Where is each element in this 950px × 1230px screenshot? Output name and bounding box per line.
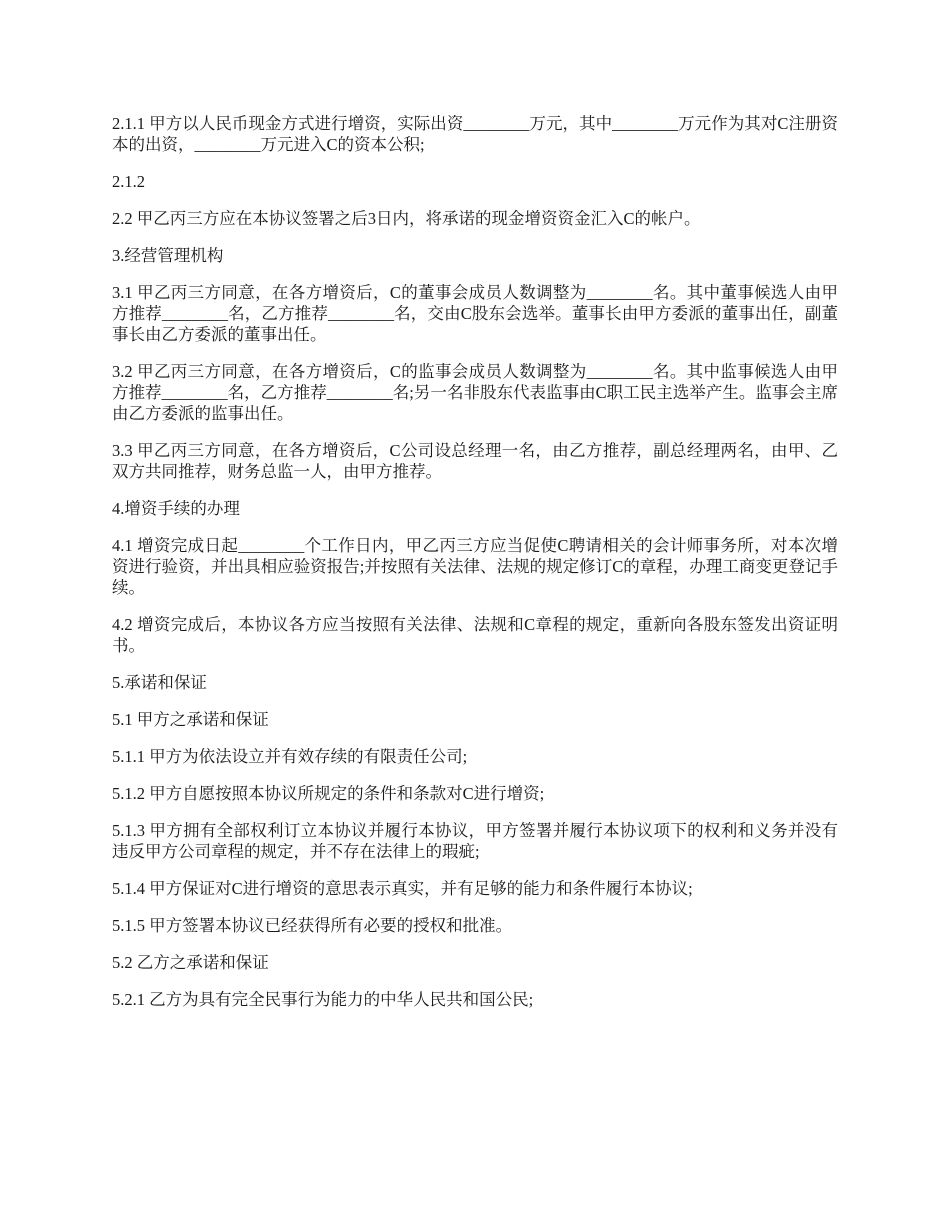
clause-4-1: 4.1 增资完成日起________个工作日内，甲乙丙三方应当促使C聘请相关的会计师事务所，对本次增资进行验资，并出具相应验资报告;并按照有关法律、法规的规定修订C的章程，办理工商变更登记手续。 — [112, 536, 838, 597]
clause-5-1: 5.1 甲方之承诺和保证 — [112, 710, 269, 729]
clause-2-2: 2.2 甲乙丙三方应在本协议签署之后3日内，将承诺的现金增资资金汇入C的帐户。 — [112, 209, 701, 228]
section-heading-3: 3.经营管理机构 — [112, 246, 224, 265]
clause-5-1-4: 5.1.4 甲方保证对C进行增资的意思表示真实，并有足够的能力和条件履行本协议; — [112, 879, 693, 898]
clause-2-1-2: 2.1.2 — [112, 172, 145, 191]
clause-3-2: 3.2 甲乙丙三方同意，在各方增资后，C的监事会成员人数调整为________名。其中监事候选人由甲方推荐________名，乙方推荐________名;另一名非股东代表监事由C职工民主选举产生。监事会主席由乙方委派的监事出任。 — [112, 362, 838, 423]
clause-5-2: 5.2 乙方之承诺和保证 — [112, 953, 269, 972]
clause-5-2-1: 5.2.1 乙方为具有完全民事行为能力的中华人民共和国公民; — [112, 990, 534, 1009]
clause-3-1: 3.1 甲乙丙三方同意，在各方增资后，C的董事会成员人数调整为________名。其中董事候选人由甲方推荐________名，乙方推荐________名，交由C股东会选举。董事长由甲方委派的董事出任，副董事长由乙方委派的董事出任。 — [112, 283, 838, 344]
section-heading-4: 4.增资手续的办理 — [112, 499, 240, 518]
document-page — [112, 113, 838, 1026]
clause-5-1-3: 5.1.3 甲方拥有全部权利订立本协议并履行本协议，甲方签署并履行本协议项下的权利和义务并没有违反甲方公司章程的规定，并不存在法律上的瑕疵; — [112, 821, 838, 861]
clause-5-1-5: 5.1.5 甲方签署本协议已经获得所有必要的授权和批准。 — [112, 916, 513, 935]
clause-4-2: 4.2 增资完成后，本协议各方应当按照有关法律、法规和C章程的规定，重新向各股东签发出资证明书。 — [112, 615, 838, 655]
clause-5-1-1: 5.1.1 甲方为依法设立并有效存续的有限责任公司; — [112, 747, 468, 766]
clause-2-1-1: 2.1.1 甲方以人民币现金方式进行增资，实际出资________万元，其中________万元作为其对C注册资本的出资，________万元进入C的资本公积; — [112, 114, 838, 154]
section-heading-5: 5.承诺和保证 — [112, 673, 207, 692]
clause-5-1-2: 5.1.2 甲方自愿按照本协议所规定的条件和条款对C进行增资; — [112, 784, 545, 803]
clause-3-3: 3.3 甲乙丙三方同意，在各方增资后，C公司设总经理一名，由乙方推荐，副总经理两名，由甲、乙双方共同推荐，财务总监一人，由甲方推荐。 — [112, 441, 838, 481]
